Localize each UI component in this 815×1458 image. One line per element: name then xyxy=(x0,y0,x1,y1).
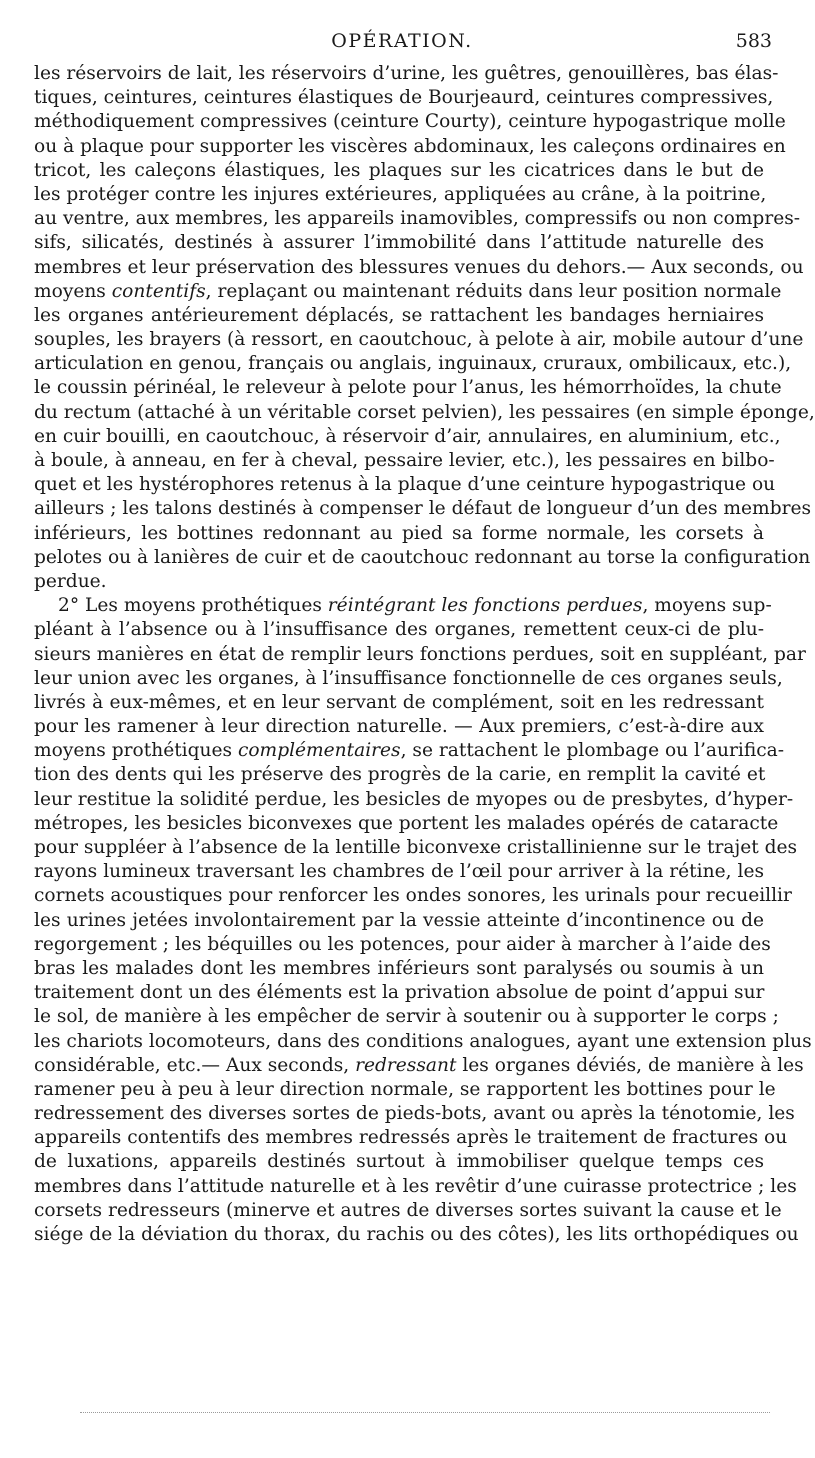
text-line: pour les ramener à leur direction naturelle. — Aux premiers, c’est-à-dire aux xyxy=(34,716,764,738)
text-line: ou à plaque pour supporter les viscères abdominaux, les caleçons ordinaires en xyxy=(34,135,786,157)
text-line: métropes, les besicles biconvexes que portent les malades opérés de cataracte xyxy=(34,812,779,834)
text-line: pour suppléer à l’absence de la lentille biconvexe cristallinienne sur le trajet des xyxy=(34,837,798,858)
text-line: articulation en genou, français ou anglais, inguinaux, cruraux, ombilicaux, etc.), xyxy=(34,353,792,375)
text-line: méthodiquement compressives (ceinture Courty), ceinture hypogastrique molle xyxy=(34,111,786,133)
italic-term: complémentaires xyxy=(237,740,401,762)
running-head xyxy=(32,30,772,58)
text-line: les chariots locomoteurs, dans des conditions analogues, ayant une extension plus xyxy=(34,1030,812,1052)
text-line: leur union avec les organes, à l’insuffisance fonctionnelle de ces organes seuls, xyxy=(34,667,783,689)
text-line: souples, les brayers (à ressort, en caoutchouc, à pelote à air, mobile autour d’une xyxy=(34,329,804,351)
text-line: membres et leur préservation des blessures venues du dehors.— Aux seconds, ou xyxy=(34,256,804,278)
text-line: à boule, à anneau, en fer à cheval, pessaire levier, etc.), les pessaires en bilbo- xyxy=(34,450,775,471)
text-segment: , se rattachent le plombage ou l’aurifica- xyxy=(400,740,784,762)
text-line: ramener peu à peu à leur direction normale, se rapportent les bottines pour le xyxy=(34,1078,776,1100)
text-segment: , moyens sup- xyxy=(642,595,772,617)
text-line: inférieurs, les bottines redonnant au pied sa forme normale, les corsets à xyxy=(34,522,764,544)
text-segment: , replaçant ou maintenant réduits dans leur position normale xyxy=(205,280,782,302)
text-line: livrés à eux-mêmes, et en leur servant de complément, soit en les redressant xyxy=(34,691,764,713)
text-segment: les organes déviés, de manière à les xyxy=(456,1054,804,1076)
text-line: pléant à l’absence ou à l’insuffisance des organes, remettent ceux-ci de plu- xyxy=(34,619,764,641)
text-line: ailleurs ; les talons destinés à compenser le défaut de longueur d’un des membres xyxy=(34,498,812,520)
text-line: sifs, silicatés, destinés à assurer l’immobilité dans l’attitude naturelle des xyxy=(34,232,764,254)
text-line: membres dans l’attitude naturelle et à les revêtir d’une cuirasse protectrice ; les xyxy=(34,1175,797,1197)
text-line xyxy=(34,594,772,618)
text-line: perdue. xyxy=(34,570,107,592)
text-line: les urines jetées involontairement par la vessie atteinte d’incontinence ou de xyxy=(34,909,764,931)
text-line xyxy=(34,1054,804,1078)
text-line: appareils contentifs des membres redressés après le traitement de fractures ou xyxy=(34,1127,788,1149)
text-line: cornets acoustiques pour renforcer les ondes sonores, les urinals pour recueillir xyxy=(34,885,792,907)
text-line: leur restitue la solidité perdue, les besicles de myopes ou de presbytes, d’hyper- xyxy=(34,788,794,810)
footer-rule xyxy=(80,1412,770,1413)
text-line xyxy=(34,280,782,304)
text-line: de luxations, appareils destinés surtout à immobiliser quelque temps ces xyxy=(34,1151,764,1173)
text-line: le sol, de manière à les empêcher de servir à soutenir ou à supporter le corps ; xyxy=(34,1006,779,1028)
text-line: les protéger contre les injures extérieures, appliquées au crâne, à la poitrine, xyxy=(34,183,767,205)
text-line: regorgement ; les béquilles ou les potences, pour aider à marcher à l’aide des xyxy=(34,933,771,955)
page-number: 583 xyxy=(735,30,772,52)
text-line: traitement dont un des éléments est la privation absolue de point d’appui sur xyxy=(34,982,765,1004)
text-segment: 2° Les moyens prothétiques xyxy=(58,595,328,617)
text-line: siége de la déviation du thorax, du rachis ou des côtes), les lits orthopédiques ou xyxy=(34,1224,799,1245)
text-line: corsets redresseurs (minerve et autres de diverses sortes suivant la cause et le xyxy=(34,1199,782,1221)
text-line: les organes antérieurement déplacés, se rattachent les bandages herniaires xyxy=(34,304,764,326)
text-line: rayons lumineux traversant les chambres de l’œil pour arriver à la rétine, les xyxy=(34,861,764,883)
text-line: les réservoirs de lait, les réservoirs d’urine, les guêtres, genouillères, bas élas- xyxy=(34,63,779,84)
text-segment: moyens xyxy=(34,280,112,302)
text-line: bras les malades dont les membres inférieurs sont paralysés ou soumis à un xyxy=(34,957,764,979)
text-line: le coussin périnéal, le releveur à pelote pour l’anus, les hémorrhoïdes, la chute xyxy=(34,377,782,399)
text-line: tricot, les caleçons élastiques, les plaques sur les cicatrices dans le but de xyxy=(34,159,764,181)
text-line: pelotes ou à lanières de cuir et de caoutchouc redonnant au torse la configuration xyxy=(34,546,811,568)
text-line: quet et les hystérophores retenus à la plaque d’une ceinture hypogastrique ou xyxy=(34,474,776,496)
text-line: redressement des diverses sortes de pieds-bots, avant ou après la ténotomie, les xyxy=(34,1103,795,1125)
text-line: sieurs manières en état de remplir leurs fonctions perdues, soit en suppléant, par xyxy=(34,643,806,665)
text-segment: considérable, etc.— Aux seconds, xyxy=(34,1054,356,1076)
text-line xyxy=(34,739,784,763)
text-line: tiques, ceintures, ceintures élastiques de Bourjeaurd, ceintures compressives, xyxy=(34,87,774,109)
text-segment: moyens prothétiques xyxy=(34,740,238,762)
italic-term: contentifs xyxy=(111,280,206,302)
text-line: du rectum (attaché à un véritable corset pelvien), les pessaires (en simple éponge, xyxy=(34,401,815,423)
text-line: tion des dents qui les préserve des progrès de la carie, en remplit la cavité et xyxy=(34,764,766,786)
italic-term: redressant xyxy=(355,1054,457,1076)
body-text xyxy=(34,62,815,1247)
text-line: en cuir bouilli, en caoutchouc, à réservoir d’air, annulaires, en aluminium, etc., xyxy=(34,425,781,447)
page-title: OPÉRATION. xyxy=(331,30,473,52)
italic-term: réintégrant les fonctions perdues xyxy=(327,595,643,617)
text-line: au ventre, aux membres, les appareils inamovibles, compressifs ou non compres- xyxy=(34,208,801,230)
